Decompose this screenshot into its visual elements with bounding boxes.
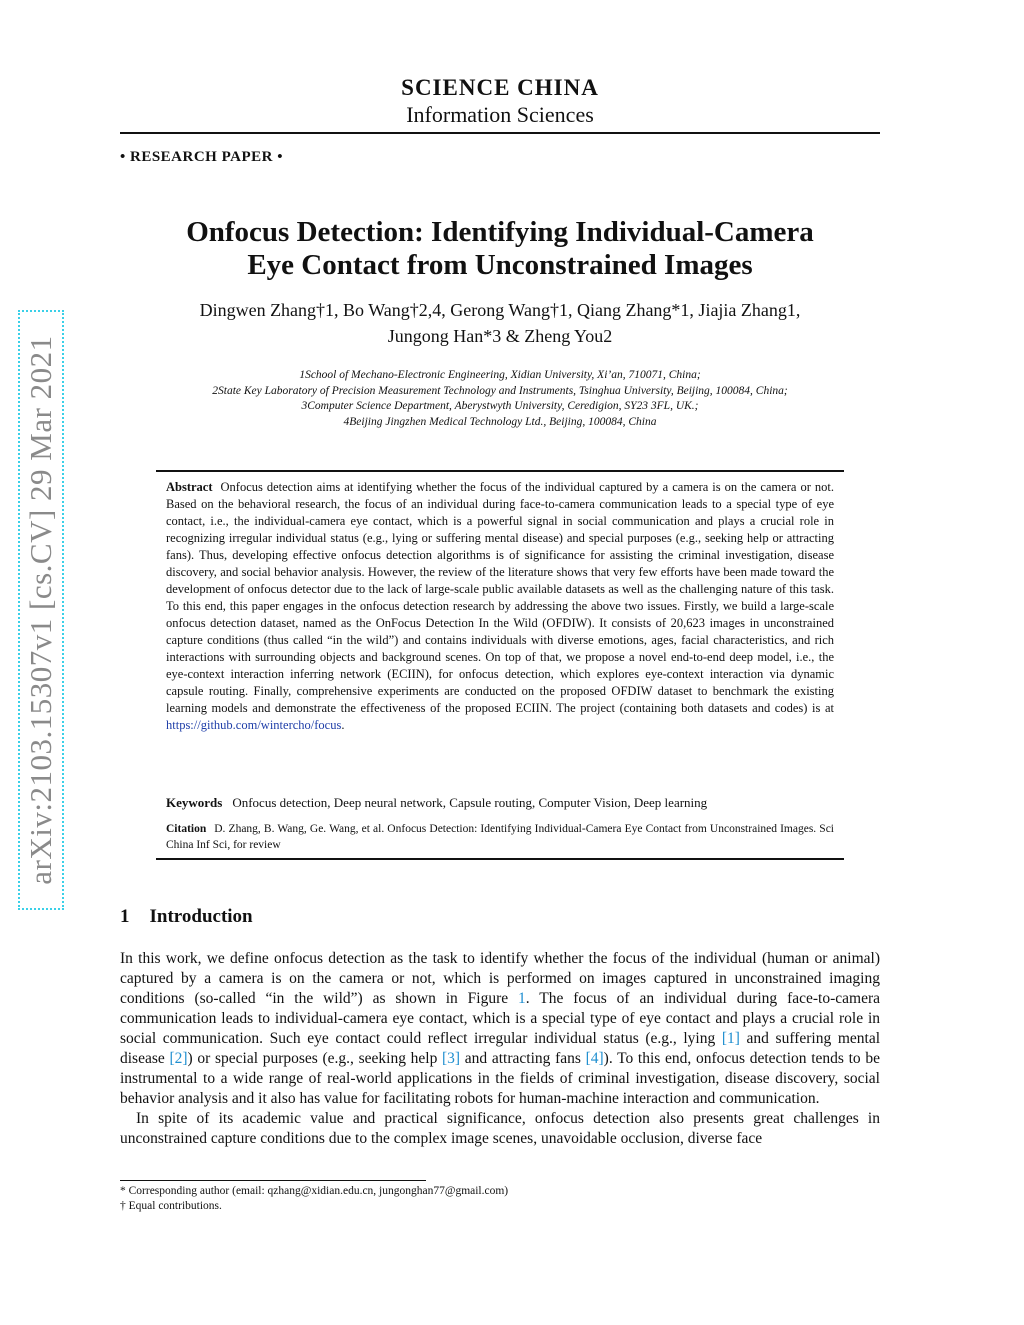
project-link[interactable]: https://github.com/wintercho/focus: [166, 718, 342, 732]
text-run: ). To this end, onfocus detection tends to be instrumental to a wide range of real-world applications in the fields of criminal investigation, disease discovery, social behavior analysis and it also has value for facilitating robots for human-machine interaction and communication.: [120, 1050, 880, 1107]
footnote-rule: [120, 1180, 426, 1181]
affiliation-4: 4Beijing Jingzhen Medical Technology Ltd., Beijing, 100084, China: [343, 415, 657, 428]
abstract-end: .: [341, 718, 345, 732]
text-run: . The focus of an individual during face-to-camera communication leads to individual-camera eye contact, which is a special type of eye contact and plays a crucial role in social communication. Such eye contact could reflect irregular individual status (e.g., lying: [120, 990, 880, 1047]
keywords-text: Onfocus detection, Deep neural network, Capsule routing, Computer Vision, Deep learning: [232, 795, 708, 810]
affiliation-1: 1School of Mechano-Electronic Engineering, Xidian University, Xi’an, 710071, China;: [299, 369, 701, 381]
journal-subtitle: Information Sciences: [406, 102, 594, 127]
text-run: and suffering mental disease: [120, 1030, 880, 1067]
citation-ref[interactable]: [4]: [585, 1050, 604, 1067]
author-list: [120, 297, 880, 349]
citation-ref[interactable]: [1]: [721, 1030, 740, 1047]
keywords-label: Keywords: [166, 795, 223, 810]
intro-paragraph-1: [120, 949, 880, 1109]
abstract-text: Onfocus detection aims at identifying whether the focus of the individual captured by a camera is on the camera or not. Based on the behavioral research, the focus of an individual during face-to-camera communication leads to a special type of eye contact, i.e., the individual-camera eye contact, which is a powerful signal in social communication and plays a crucial role in recognizing irregular individual status (e.g., lying or suffering mental disease) and special purposes (e.g., seeking help or attracting fans). Thus, developing effective onfocus detection algorithms is of significance for assisting the criminal investigation, disease discovery, and social behavior analysis. However, the review of the literature shows that very few efforts have been made toward the development of onfocus detector due to the lack of large-scale public available datasets as well as the challenging nature of this task. To this end, this paper engages in the onfocus detection research by addressing the above two issues. Firstly, we build a large-scale onfocus detection dataset, named as the OnFocus Detection In the Wild (OFDIW). It consists of 20,623 images in unconstrained capture conditions (thus called “in the wild”) and contains individuals with diverse emotions, ages, facial characteristics, and rich interactions with surrounding objects and background scenes. On top of that, we propose a novel end-to-end deep model, i.e., the eye-context interaction inferring network (ECIIN), for onfocus detection, which explores eye-context interaction via dynamic capsule routing. Finally, comprehensive experiments are conducted on the proposed OFDIW dataset to benchmark the existing learning models and demonstrate the effectiveness of the proposed ECIIN. The project (containing both datasets and codes) is at: [166, 480, 834, 715]
intro-paragraph-2: In spite of its academic value and practical significance, onfocus detection also presents great challenges in unconstrained capture conditions due to the complex image scenes, unavoidable occlusion, diverse face: [120, 1110, 880, 1147]
header-rule: [120, 132, 880, 134]
paper-type: • RESEARCH PAPER •: [120, 149, 283, 165]
citation-label: Citation: [166, 823, 207, 835]
abstract-bottom-rule: [156, 858, 844, 860]
footnotes: [120, 1184, 508, 1214]
section-heading: [120, 906, 253, 928]
intro-body: [120, 949, 880, 1149]
keywords: [166, 794, 834, 811]
citation-ref[interactable]: [2]: [169, 1050, 188, 1067]
footnote-corresponding: * Corresponding author (email: qzhang@xidian.edu.cn, jungonghan77@gmail.com): [120, 1185, 509, 1197]
paper-title: [120, 216, 880, 282]
title-line-1: Onfocus Detection: Identifying Individual-Camera: [186, 216, 814, 248]
citation: [166, 822, 834, 853]
affiliations: [120, 368, 880, 430]
journal-name: SCIENCE CHINA: [401, 75, 599, 100]
arxiv-stamp: [18, 310, 64, 910]
journal-header: [120, 74, 880, 128]
affiliation-3: 3Computer Science Department, Aberystwyth University, Ceredigion, SY23 3FL, UK.;: [301, 400, 699, 412]
title-line-2: Eye Contact from Unconstrained Images: [247, 249, 753, 281]
abstract: [166, 479, 834, 734]
citation-text: D. Zhang, B. Wang, Ge. Wang, et al. Onfocus Detection: Identifying Individual-Camera Eye Contact from Unconstrained Images. Sci China Inf Sci, for review: [166, 823, 834, 851]
authors-line-1: Dingwen Zhang†1, Bo Wang†2,4, Gerong Wang†1, Qiang Zhang*1, Jiajia Zhang1,: [199, 300, 801, 320]
text-run: In this work, we define onfocus detection as the task to identify whether the focus of the individual (human or animal) captured by a camera is on the camera or not, which is performed on images captured in unconstrained imaging conditions (so-called “in the wild”) as shown in Figure: [120, 950, 880, 1007]
section-number: 1: [120, 906, 130, 927]
authors-line-2: Jungong Han*3 & Zheng You2: [387, 326, 613, 346]
footnote-equal: † Equal contributions.: [120, 1200, 222, 1212]
abstract-label: Abstract: [166, 480, 213, 494]
text-run: ) or special purposes (e.g., seeking help: [187, 1050, 443, 1067]
text-run: and attracting fans: [460, 1050, 586, 1067]
citation-ref[interactable]: [3]: [442, 1050, 461, 1067]
arxiv-id: arXiv:2103.15307v1 [cs.CV] 29 Mar 2021: [23, 335, 58, 885]
section-title: Introduction: [149, 906, 253, 927]
abstract-top-rule: [156, 470, 844, 472]
figure-ref[interactable]: 1: [518, 990, 526, 1007]
affiliation-2: 2State Key Laboratory of Precision Measurement Technology and Instruments, Tsinghua University, Beijing, 100084, China;: [212, 384, 788, 397]
